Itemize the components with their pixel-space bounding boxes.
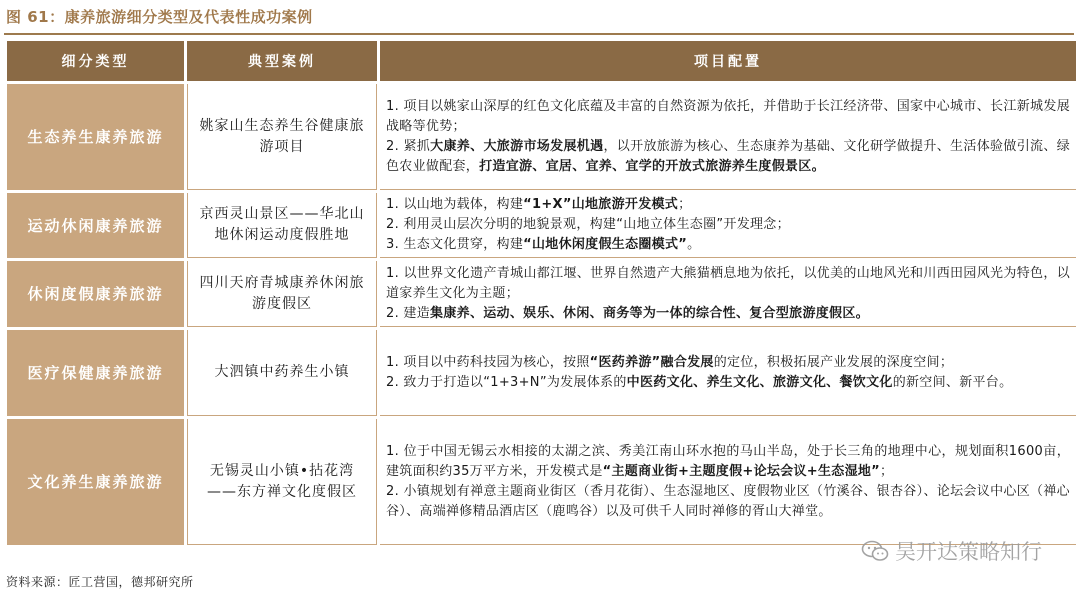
case-cell: 姚家山生态养生谷健康旅游项目 [187, 84, 377, 190]
config-highlight: 打造宜游、宜居、宜养、宜学的开放式旅游养生度假景区。 [479, 158, 825, 174]
category-cell: 休闲度假康养旅游 [7, 261, 184, 327]
config-text: 2. 紧抓 [386, 138, 431, 154]
config-paragraph [386, 482, 1070, 522]
header-config: 项目配置 [380, 41, 1076, 81]
config-text: 1. 项目以姚家山深厚的红色文化底蕴及丰富的自然资源为依托，并借助于长江经济带、国家中心城市、长江新城发展战略等优势； [386, 98, 1070, 134]
wechat-icon [861, 540, 889, 562]
config-text: 2. 利用灵山层次分明的地貌景观，构建“山地立体生态圈”开发理念； [386, 217, 790, 232]
config-text: 1. 以世界文化遗产青城山都江堰、世界自然遗产大熊猫栖息地为依托，以优美的山地风光和川西田园风光为特色，以道家养生文化为主题； [386, 265, 1070, 301]
config-text: 的新空间、新平台。 [892, 374, 1013, 390]
config-paragraph [386, 264, 1070, 304]
config-highlight: “山地休闲度假生态圈模式” [523, 237, 688, 252]
watermark [861, 536, 1042, 566]
table-row [7, 330, 1076, 416]
config-paragraph [386, 304, 1070, 324]
config-paragraph [386, 215, 1070, 235]
config-text: 1. 以山地为载体，构建 [386, 197, 524, 212]
table-header-row [7, 41, 1076, 81]
source-note: 资料来源：匠工营国，德邦研究所 [6, 575, 194, 589]
config-paragraph [386, 97, 1070, 137]
figure-title: 图 61：康养旅游细分类型及代表性成功案例 [6, 8, 313, 26]
config-paragraph [386, 353, 1070, 373]
config-cell [380, 419, 1076, 545]
config-highlight: 集康养、运动、娱乐、休闲、商务等为一体的综合性、复合型旅游度假区。 [430, 305, 869, 321]
category-cell: 运动休闲康养旅游 [7, 193, 184, 258]
config-paragraph [386, 442, 1070, 482]
config-text: 1. 项目以中药科技园为核心，按照 [386, 354, 590, 370]
config-paragraph [386, 373, 1070, 393]
config-paragraph [386, 137, 1070, 177]
config-text: 2. 致力于打造以“1+3+N”为发展体系的 [386, 374, 627, 390]
header-case: 典型案例 [187, 41, 377, 81]
category-cell: 生态养生康养旅游 [7, 84, 184, 190]
config-text: ； [678, 197, 692, 212]
config-text: 。 [687, 237, 701, 252]
config-cell [380, 193, 1076, 258]
config-paragraph [386, 235, 1070, 255]
config-highlight: 中医药文化、养生文化、旅游文化、餐饮文化 [626, 374, 893, 390]
config-highlight: “医药养游”融合发展 [589, 354, 714, 370]
case-table [4, 38, 1079, 548]
config-text: 1. 位于中国无锡云水相接的太湖之滨、秀美江南山环水抱的马山半岛，处于长三角的地理中心，规划面积1600亩，建筑面积约35万平方米，开发模式是 [386, 443, 1070, 479]
config-text: 的定位，积极拓展产业发展的深度空间； [713, 354, 954, 370]
table-row [7, 84, 1076, 190]
case-cell: 四川天府青城康养休闲旅游度假区 [187, 261, 377, 327]
table-row [7, 193, 1076, 258]
table-row [7, 261, 1076, 327]
config-text: ，以开放旅游为核心、生态康养为基础、文化研学做提升、生活体验做引流、绿色农业做配套， [386, 138, 1070, 174]
title-divider [4, 33, 1074, 35]
category-cell: 医疗保健康养旅游 [7, 330, 184, 416]
config-highlight: “主题商业街+主题度假+论坛会议+生态湿地” [602, 463, 881, 479]
config-cell [380, 261, 1076, 327]
config-cell [380, 84, 1076, 190]
table-row [7, 419, 1076, 545]
watermark-text: 吴开达策略知行 [895, 540, 1042, 564]
config-text: 3. 生态文化贯穿，构建 [386, 237, 524, 252]
config-text: ； [880, 463, 894, 479]
config-highlight: “1+X”山地旅游开发模式 [523, 197, 679, 212]
case-cell: 京西灵山景区——华北山地休闲运动度假胜地 [187, 193, 377, 258]
config-paragraph [386, 195, 1070, 215]
config-highlight: 大康养、大旅游市场发展机遇 [430, 138, 604, 154]
header-category: 细分类型 [7, 41, 184, 81]
case-cell: 大泗镇中药养生小镇 [187, 330, 377, 416]
config-text: 2. 小镇规划有禅意主题商业街区（香月花街）、生态湿地区、度假物业区（竹溪谷、银杏谷）、论坛会议中心区（禅心谷）、高端禅修精品酒店区（鹿鸣谷）以及可供千人同时禅修的胥山大禅堂。 [386, 483, 1070, 519]
case-cell: 无锡灵山小镇•拈花湾——东方禅文化度假区 [187, 419, 377, 545]
config-cell [380, 330, 1076, 416]
config-text: 2. 建造 [386, 305, 431, 321]
category-cell: 文化养生康养旅游 [7, 419, 184, 545]
